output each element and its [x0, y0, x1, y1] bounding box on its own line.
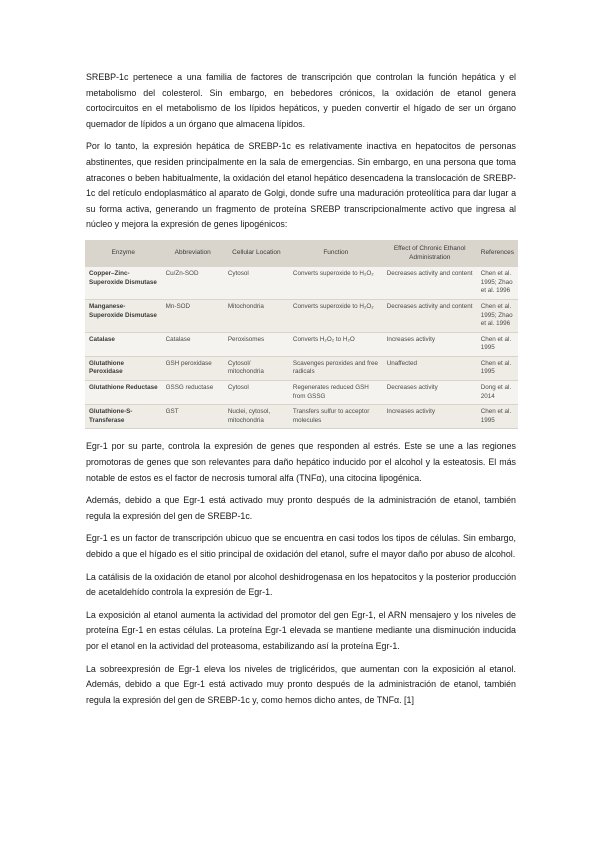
table-cell-abbreviation: GSSG reductase — [162, 381, 224, 405]
table-cell-effect: Decreases activity and content — [383, 299, 477, 332]
column-header-cellular-location: Cellular Location — [224, 240, 289, 267]
table-cell-effect: Decreases activity and content — [383, 267, 477, 299]
table-cell-enzyme: Copper–Zinc-Superoxide Dismutase — [85, 267, 162, 299]
column-header-enzyme: Enzyme — [85, 240, 162, 267]
table-cell-effect: Increases activity — [383, 332, 477, 356]
table-cell-enzyme: Glutathione Reductase — [85, 381, 162, 405]
paragraph-egr1-catalysis: La catálisis de la oxidación de etanol por alcohol deshidrogenasa en los hepatocitos y la posterior producción de acetaldehído controla la expresión de Egr-1. — [86, 571, 516, 598]
table-cell-references: Chen et al. 1995 — [477, 405, 518, 429]
table-cell-location: Peroxisomes — [224, 332, 289, 356]
table-cell-abbreviation: Cu/Zn-SOD — [162, 267, 224, 299]
table-cell-references: Chen et al. 1995; Zhao et al. 1996 — [477, 299, 518, 332]
table-cell-enzyme: Glutathione-S-Transferase — [85, 405, 162, 429]
table-cell-function: Transfers sulfur to acceptor molecules — [289, 405, 383, 429]
table-row — [85, 356, 518, 380]
table-cell-references: Chen et al. 1995; Zhao et al. 1996 — [477, 267, 518, 299]
table-cell-function: Scavenges peroxides and free radicals — [289, 356, 383, 380]
table-cell-enzyme: Manganese-Superoxide Dismutase — [85, 299, 162, 332]
table-cell-abbreviation: GSH peroxidase — [162, 356, 224, 380]
paragraph-srebp-intro: SREBP-1c pertenece a una familia de factores de transcripción que controlan la función hepática y el metabolismo del colesterol. Sin embargo, en bebedores crónicos, la oxidación de etanol genera cortocircuitos en el metabolismo de los lípidos hepáticos, y pueden convertir el hígado de ser un órgano quemador de lípidos a un órgano que almacena lípidos. — [86, 72, 516, 129]
paragraph-egr1-srebp: Además, debido a que Egr-1 está activado muy pronto después de la administración de etanol, también regula la expresión del gen de SREBP-1c. — [86, 495, 516, 521]
table-cell-function: Converts superoxide to H₂O₂ — [289, 299, 383, 332]
table-cell-location: Cytosol — [224, 267, 289, 299]
table-header-row — [85, 240, 518, 267]
paragraph-egr1-exposure: La exposición al etanol aumenta la actividad del promotor del gen Egr-1, el ARN mensajero y los niveles de proteína Egr-1 en estas células. La proteína Egr-1 elevada se mantiene mediante una disminución inducida por el etanol en la actividad del proteasoma, estabilizando así la proteína Egr-1. — [86, 609, 516, 651]
table-cell-location: Cytosol/ mitochondria — [224, 356, 289, 380]
table-cell-location: Mitochondria — [224, 299, 289, 332]
document-page — [86, 70, 516, 715]
table-row — [85, 381, 518, 405]
antioxidant-enzyme-table — [85, 240, 518, 430]
table-cell-effect: Increases activity — [383, 405, 477, 429]
paragraph-srebp-expression: Por lo tanto, la expresión hepática de SREBP-1c es relativamente inactiva en hepatocitos de personas abstinentes, que residen principalmente en la sala de emergencias. Sin embargo, en una persona que toma atracones o beben habitualmente, la oxidación del etanol hepático desencadena la translocación de SREBP-1c del retículo endoplasmático al aparato de Golgi, donde sufre una maduración proteolítica para dar lugar a su forma activa, generando un fragmento de proteína SREBP transcripcionalmente activo que ingresa al núcleo y mejora la expresión de genes lipogénicos: — [86, 141, 516, 230]
paragraph-egr1-stress: Egr-1 por su parte, controla la expresión de genes que responden al estrés. Este se une a las regiones promotoras de genes que son relevantes para daño hepático inducido por el alcohol y la esteatosis. El más notable de estos es el factor de necrosis tumoral alfa (TNFα), una citocina lipogénica. — [86, 441, 516, 483]
table-cell-abbreviation: Mn-SOD — [162, 299, 224, 332]
table-row — [85, 405, 518, 429]
table-cell-function: Regenerates reduced GSH from GSSG — [289, 381, 383, 405]
column-header-effect: Effect of Chronic Ethanol Administration — [383, 240, 477, 267]
table-cell-abbreviation: GST — [162, 405, 224, 429]
table-row — [85, 299, 518, 332]
table-cell-function: Converts superoxide to H₂O₂ — [289, 267, 383, 299]
table-cell-effect: Decreases activity — [383, 381, 477, 405]
table-cell-enzyme: Catalase — [85, 332, 162, 356]
column-header-references: References — [477, 240, 518, 267]
paragraph-egr1-overexpression: La sobreexpresión de Egr-1 eleva los niveles de triglicéridos, que aumentan con la exposición al etanol. Además, debido a que Egr-1 está activado muy pronto después de la administración de etanol, también regula la expresión del gen de SREBP-1c y, como hemos dicho antes, de TNFα. [1] — [86, 663, 516, 705]
column-header-function: Function — [289, 240, 383, 267]
table-row — [85, 267, 518, 299]
table-cell-enzyme: Glutathione Peroxidase — [85, 356, 162, 380]
paragraph-egr1-ubiquitous: Egr-1 es un factor de transcripción ubicuo que se encuentra en casi todos los tipos de células. Sin embargo, debido a que el hígado es el sitio principal de oxidación del etanol, sufre el mayor daño por abuso de alcohol. — [86, 533, 516, 559]
table-row — [85, 332, 518, 356]
table-cell-function: Converts H₂O₂ to H₂O — [289, 332, 383, 356]
table-cell-references: Dong et al. 2014 — [477, 381, 518, 405]
table-cell-effect: Unaffected — [383, 356, 477, 380]
table-cell-references: Chen et al. 1995 — [477, 332, 518, 356]
table-cell-location: Nuclei, cytosol, mitochondria — [224, 405, 289, 429]
table-cell-abbreviation: Catalase — [162, 332, 224, 356]
column-header-abbreviation: Abbreviation — [162, 240, 224, 267]
table-cell-references: Chen et al. 1995 — [477, 356, 518, 380]
table-cell-location: Cytosol — [224, 381, 289, 405]
